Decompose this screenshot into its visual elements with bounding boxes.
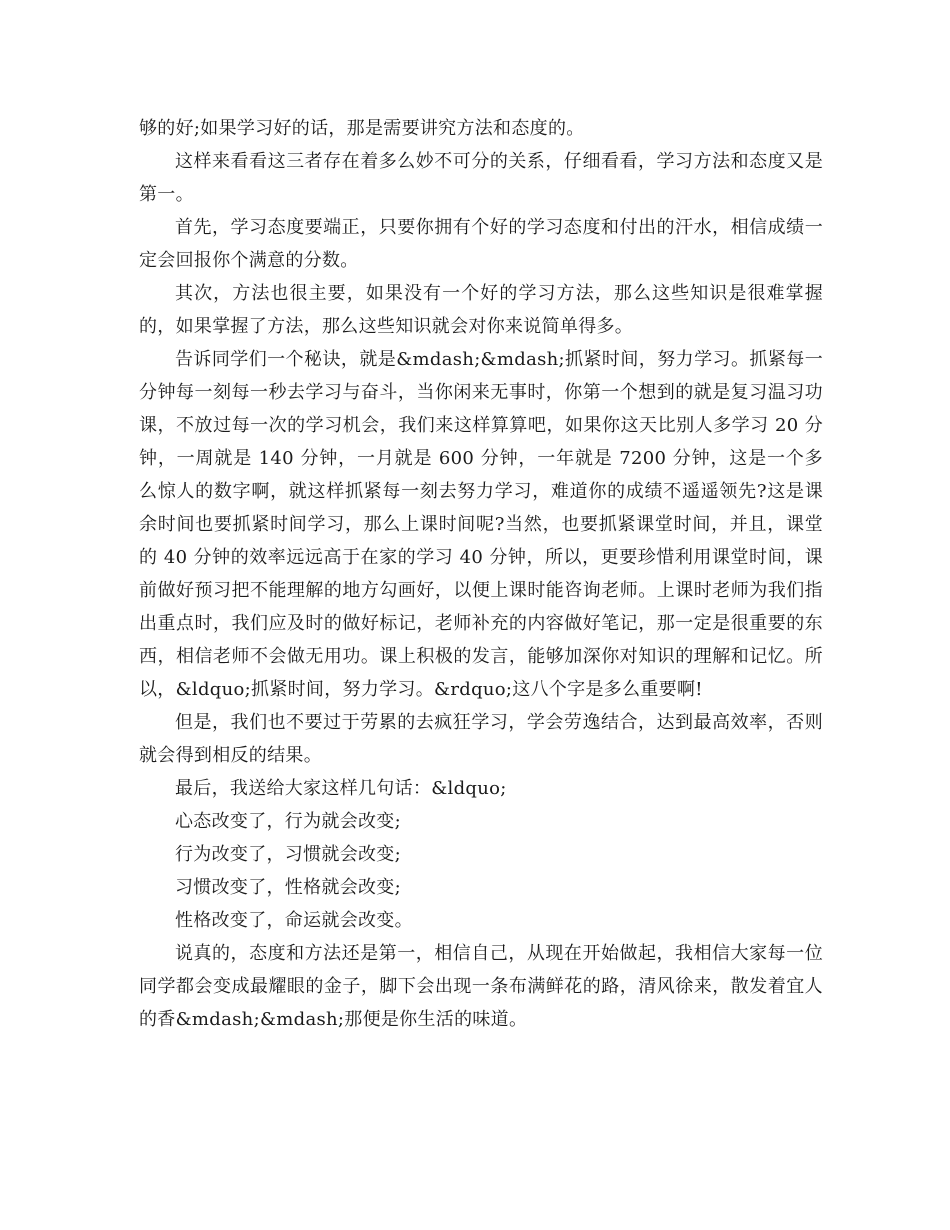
paragraph-secret: 告诉同学们一个秘诀，就是&mdash;&mdash;抓紧时间，努力学习。抓紧每一分钟每一刻每一秒去学习与奋斗，当你闲来无事时，你第一个想到的就是复习温习功课，不放过每一次的学习机会，我们来这样算算吧，如果你这天比别人多学习 20 分钟，一周就是 140 分钟，一月就是 600 分钟，一年就是 7200 分钟，这是一个多么惊人的数字啊，就这样抓紧每一刻去努力学习，难道你的成绩不遥遥领先?这是课余时间也要抓紧时间学习，那么上课时间呢?当然，也要抓紧课堂时间，并且，课堂的 40 分钟的效率远远高于在家的学习 40 分钟，所以，更要珍惜利用课堂时间，课前做好预习把不能理解的地方勾画好，以便上课时能咨询老师。上课时老师为我们指出重点时，我们应及时的做好标记，老师补充的内容做好笔记，那一定是很重要的东西，相信老师不会做无用功。课上积极的发言，能够加深你对知识的理解和记忆。所以，&ldquo;抓紧时间，努力学习。&rdquo;这八个字是多么重要啊! xyxy=(139,349,823,700)
paragraph-attitude: 首先，学习态度要端正，只要你拥有个好的学习态度和付出的汗水，相信成绩一定会回报你个满意的分数。 xyxy=(139,217,823,271)
verse-line-1: 心态改变了，行为就会改变; xyxy=(175,811,401,832)
paragraph-final-words: 最后，我送给大家这样几句话：&ldquo; xyxy=(175,778,507,799)
document-body xyxy=(139,112,823,1036)
verse-line-3: 习惯改变了，性格就会改变; xyxy=(175,877,401,898)
paragraph-continuation: 够的好;如果学习好的话，那是需要讲究方法和态度的。 xyxy=(139,118,585,139)
paragraph-balance: 但是，我们也不要过于劳累的去疯狂学习，学会劳逸结合，达到最高效率，否则就会得到相反的结果。 xyxy=(139,712,823,766)
paragraph-relationship: 这样来看看这三者存在着多么妙不可分的关系，仔细看看，学习方法和态度又是第一。 xyxy=(139,151,823,205)
paragraph-conclusion: 说真的，态度和方法还是第一，相信自己，从现在开始做起，我相信大家每一位同学都会变成最耀眼的金子，脚下会出现一条布满鲜花的路，清风徐来，散发着宜人的香&mdash;&mdash;那便是你生活的味道。 xyxy=(139,943,823,1030)
paragraph-method: 其次，方法也很主要，如果没有一个好的学习方法，那么这些知识是很难掌握的，如果掌握了方法，那么这些知识就会对你来说简单得多。 xyxy=(139,283,823,337)
verse-line-2: 行为改变了，习惯就会改变; xyxy=(175,844,401,865)
verse-line-4: 性格改变了，命运就会改变。 xyxy=(175,910,413,931)
